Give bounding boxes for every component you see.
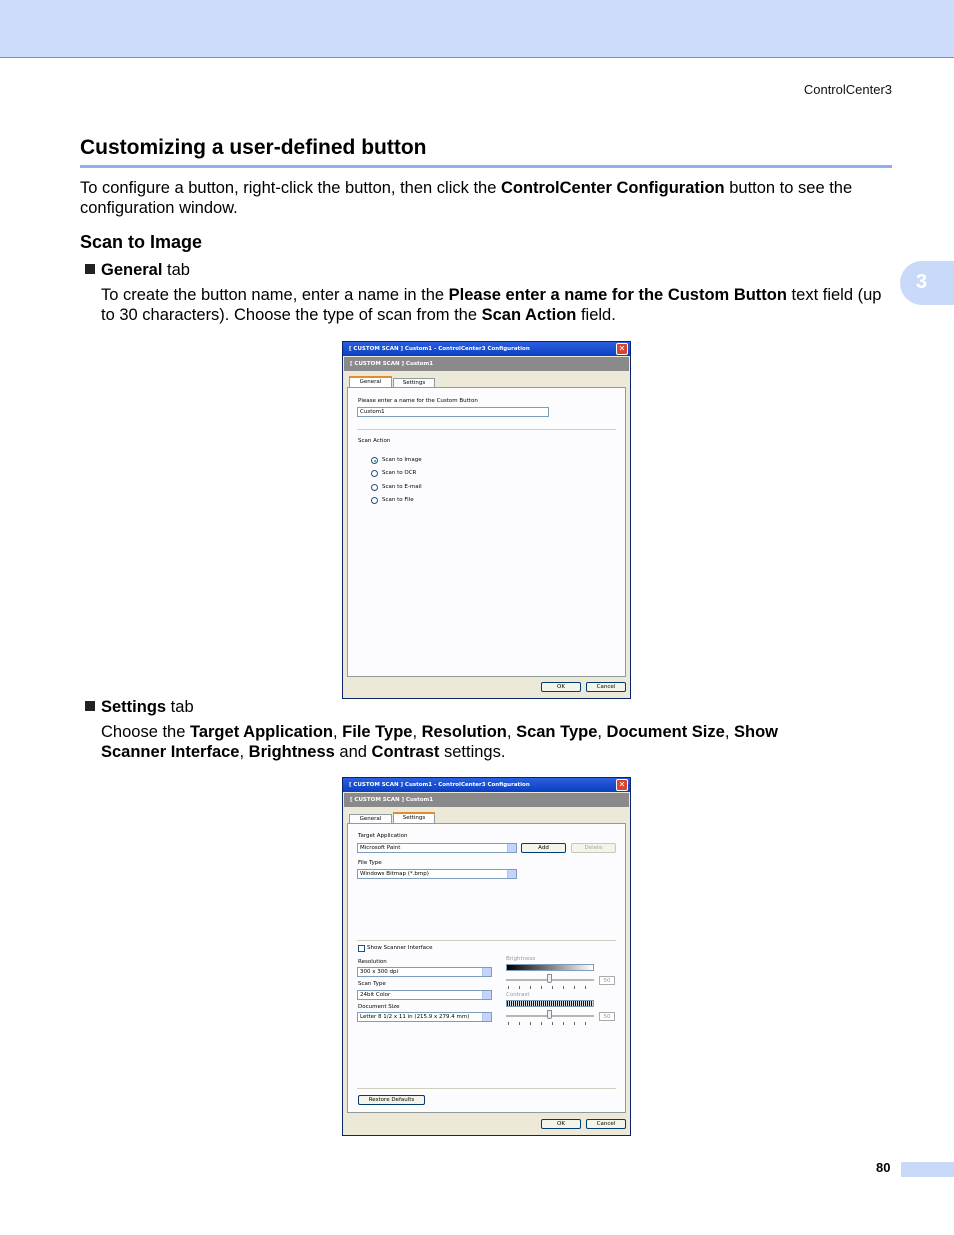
bold-term: Scan Type: [516, 723, 598, 741]
text-run: Choose the: [101, 723, 190, 741]
settings-tab-description: [101, 722, 801, 762]
text-run: ,: [506, 723, 517, 741]
bullet-square-icon: [85, 701, 95, 711]
bold-term: Contrast: [371, 743, 440, 761]
bold-term: Resolution: [421, 723, 507, 741]
chevron-down-icon: [507, 870, 516, 878]
chevron-down-icon: [482, 991, 491, 999]
contrast-ticks: [508, 1022, 594, 1025]
file-type-value: Windows Bitmap (*.bmp): [360, 871, 429, 877]
ok-button[interactable]: OK: [541, 1119, 581, 1129]
text-run: ,: [724, 723, 734, 741]
settings-tab-bullet: [85, 697, 194, 717]
text-run: ,: [333, 723, 343, 741]
bullet-label: Settings: [101, 698, 167, 716]
contrast-value: 50: [599, 1012, 615, 1021]
text-run: button to see the configuration window.: [80, 179, 853, 217]
text-run: To create the button name, enter a name in the: [101, 286, 449, 304]
brightness-gradient: [506, 964, 594, 971]
bullet-suffix: tab: [166, 698, 194, 716]
ok-button[interactable]: OK: [541, 682, 581, 692]
bold-term: Target Application: [189, 723, 333, 741]
page-number-tab: [901, 1162, 954, 1177]
text-run: field.: [576, 306, 616, 324]
tab-panel: [347, 823, 626, 1113]
text-run: text field (up to 30 characters). Choose the type of scan from the: [101, 286, 882, 324]
heading-underline: [80, 165, 892, 168]
document-size-label: Document Size: [358, 1004, 400, 1010]
contrast-pattern: [506, 1000, 594, 1007]
scan-type-value: 24bit Color: [360, 992, 391, 998]
running-header: ControlCenter3: [803, 82, 892, 97]
divider: [357, 429, 616, 430]
resolution-select[interactable]: [357, 967, 492, 977]
cancel-button[interactable]: Cancel: [586, 682, 626, 692]
contrast-label: Contrast: [506, 992, 530, 998]
scan-to-file-label: Scan to File: [382, 497, 414, 503]
target-application-value: Microsoft Paint: [360, 845, 401, 851]
file-type-label: File Type: [358, 860, 382, 866]
resolution-label: Resolution: [358, 959, 387, 965]
resolution-value: 300 x 300 dpi: [360, 969, 399, 975]
page-number: 80: [876, 1160, 891, 1175]
top-color-band: [0, 0, 954, 58]
bullet-suffix: tab: [162, 261, 190, 279]
chevron-down-icon: [482, 968, 491, 976]
text-run: settings.: [439, 743, 506, 761]
chevron-down-icon: [507, 844, 516, 852]
bold-term: ControlCenter Configuration: [500, 179, 725, 197]
divider: [357, 940, 616, 941]
dialog-subtitle-bar: [ CUSTOM SCAN ] Custom1: [344, 357, 629, 371]
chapter-number: 3: [916, 271, 928, 293]
divider: [357, 1088, 616, 1089]
scan-to-image-radio[interactable]: [371, 457, 378, 464]
scan-type-label: Scan Type: [358, 981, 386, 987]
bold-term: Document Size: [606, 723, 725, 741]
file-type-select[interactable]: [357, 869, 517, 879]
brightness-slider-thumb[interactable]: [547, 974, 552, 983]
text-run: and: [334, 743, 372, 761]
text-run: ,: [412, 723, 422, 741]
tab-general[interactable]: General: [349, 376, 392, 388]
scan-to-file-radio[interactable]: [371, 497, 378, 504]
cancel-button[interactable]: Cancel: [586, 1119, 626, 1129]
general-tab-dialog-screenshot: [342, 341, 631, 699]
dialog-subtitle-bar: [ CUSTOM SCAN ] Custom1: [344, 793, 629, 807]
chapter-tab: [900, 261, 954, 305]
bold-term: Show Scanner Interface: [101, 723, 778, 761]
close-icon[interactable]: ✕: [616, 779, 628, 791]
show-scanner-interface-checkbox[interactable]: [358, 945, 365, 952]
bullet-square-icon: [85, 264, 95, 274]
scan-to-image-label: Scan to Image: [382, 457, 422, 463]
custom-button-name-input[interactable]: Custom1: [357, 407, 549, 417]
add-button[interactable]: Add: [521, 843, 566, 853]
brightness-value: 50: [599, 976, 615, 985]
dialog-titlebar: [ CUSTOM SCAN ] Custom1 - ControlCenter3 Configuration: [343, 342, 630, 356]
restore-defaults-button[interactable]: Restore Defaults: [358, 1095, 425, 1105]
brightness-label: Brightness: [506, 956, 536, 962]
scan-to-ocr-label: Scan to OCR: [382, 470, 417, 476]
target-application-label: Target Application: [358, 833, 408, 839]
show-scanner-interface-label: Show Scanner Interface: [367, 945, 433, 951]
delete-button[interactable]: Delete: [571, 843, 616, 853]
scan-to-ocr-radio[interactable]: [371, 470, 378, 477]
subsection-heading: Scan to Image: [80, 232, 203, 252]
brightness-ticks: [508, 986, 594, 989]
tab-general[interactable]: General: [349, 814, 392, 824]
general-tab-description: [101, 285, 896, 325]
name-field-label: Please enter a name for the Custom Button: [358, 398, 478, 404]
target-application-select[interactable]: [357, 843, 517, 853]
text-run: ,: [239, 743, 249, 761]
text-run: ,: [597, 723, 607, 741]
bullet-label: General: [101, 261, 163, 279]
chevron-down-icon: [482, 1013, 491, 1021]
intro-paragraph: [80, 178, 895, 218]
document-size-select[interactable]: [357, 1012, 492, 1022]
scan-to-email-label: Scan to E-mail: [382, 484, 422, 490]
scan-to-email-radio[interactable]: [371, 484, 378, 491]
tab-settings[interactable]: Settings: [393, 378, 435, 388]
scan-type-select[interactable]: [357, 990, 492, 1000]
bold-term: Scan Action: [481, 306, 577, 324]
settings-tab-dialog-screenshot: [342, 777, 631, 1136]
bold-term: Brightness: [248, 743, 335, 761]
bold-term: File Type: [342, 723, 413, 741]
general-tab-bullet: [85, 260, 190, 280]
text-run: To configure a button, right-click the button, then click the: [80, 179, 501, 197]
close-icon[interactable]: ✕: [616, 343, 628, 355]
contrast-slider-thumb[interactable]: [547, 1010, 552, 1019]
section-heading: Customizing a user-defined button: [80, 136, 427, 159]
bold-term: Please enter a name for the Custom Button: [448, 286, 787, 304]
tab-panel: [347, 387, 626, 677]
document-size-value: Letter 8 1/2 x 11 in (215.9 x 279.4 mm): [360, 1014, 470, 1020]
tab-settings[interactable]: Settings: [393, 812, 435, 824]
dialog-titlebar: [ CUSTOM SCAN ] Custom1 - ControlCenter3 Configuration: [343, 778, 630, 792]
scan-action-label: Scan Action: [358, 438, 391, 444]
